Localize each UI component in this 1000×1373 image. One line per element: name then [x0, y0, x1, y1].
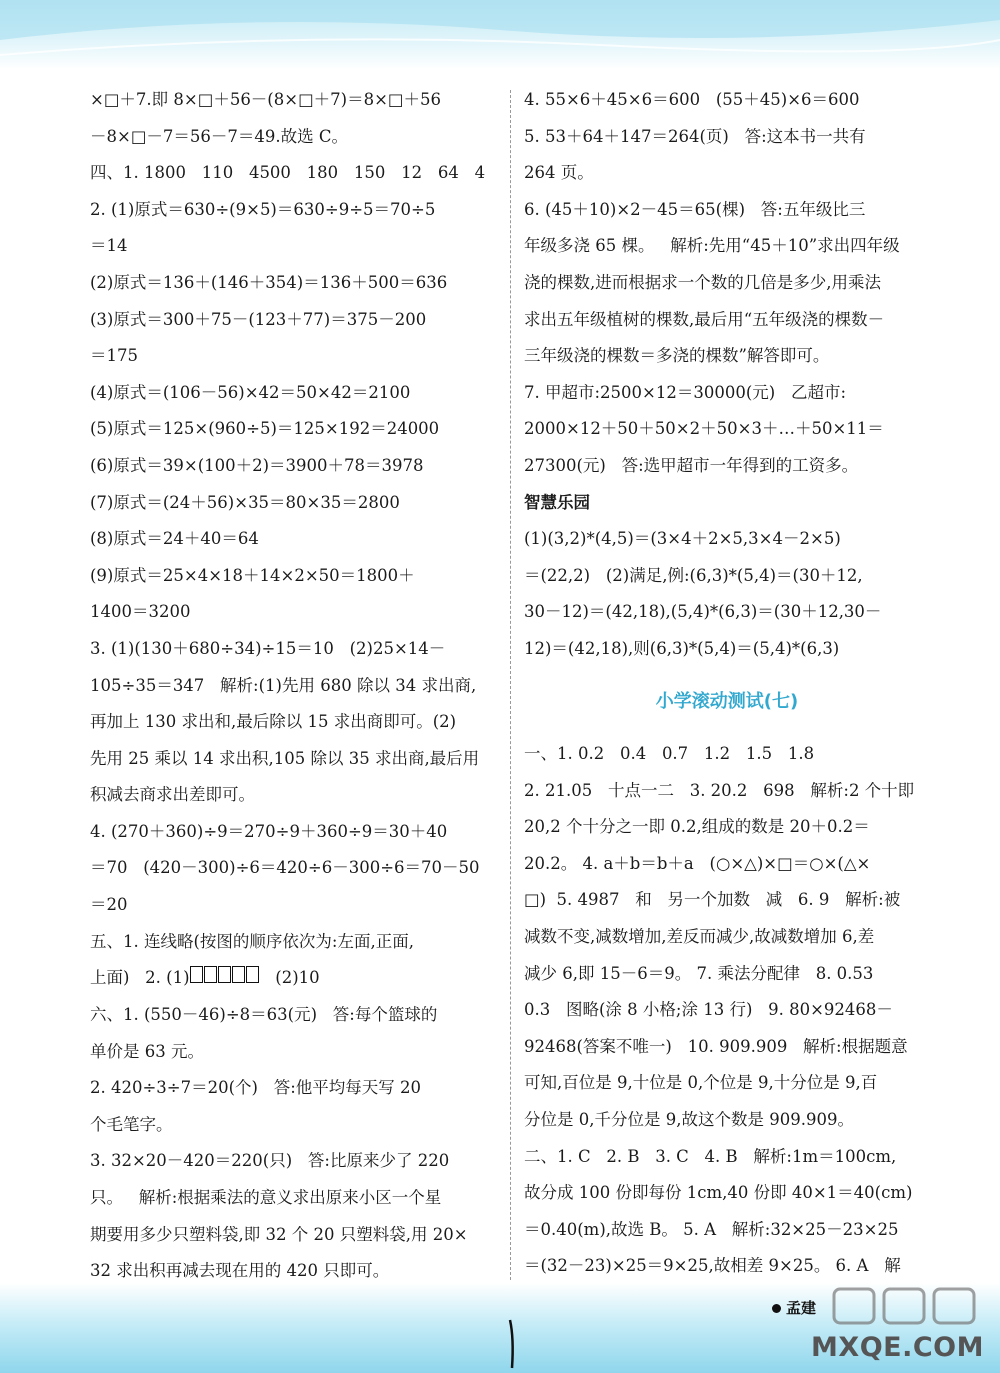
- text-line: 可知,百位是 9,十位是 0,个位是 9,十分位是 9,百: [524, 1073, 878, 1093]
- footer-brand: 孟建: [772, 1297, 816, 1318]
- text-line: (5)原式＝125×(960÷5)＝125×192＝24000: [90, 419, 440, 439]
- text-line: 264 页。: [524, 163, 594, 183]
- text-line: 单价是 63 元。: [90, 1041, 204, 1061]
- column-divider: [510, 90, 511, 1280]
- text-line: 求出五年级植树的棵数,最后用“五年级浇的棵数－: [524, 309, 885, 329]
- text-line: 四、1. 1800 110 4500 180 150 12 64 4: [90, 163, 486, 183]
- top-wave-decoration: [0, 0, 1000, 70]
- text-line: 6. (45＋10)×2－45＝65(棵) 答:五年级比三: [524, 199, 866, 219]
- text-line: 20.2。 4. a＋b＝b＋a (○×△)×□＝○×(△×: [524, 853, 871, 873]
- text-line: 浇的棵数,进而根据求一个数的几倍是多少,用乘法: [524, 272, 881, 292]
- text-line: (8)原式＝24＋40＝64: [90, 529, 259, 549]
- bullet-icon: [772, 1304, 781, 1313]
- text-line: ＝70 (420－300)÷6＝420÷6－300÷6＝70－50: [90, 858, 480, 878]
- text-line: 六、1. (550－46)÷8＝63(元) 答:每个篮球的: [90, 1005, 438, 1025]
- text-line: 减少 6,即 15－6＝9。 7. 乘法分配律 8. 0.53: [524, 963, 874, 983]
- answer-boxes: [190, 960, 260, 997]
- text-line: 20,2 个十分之一即 0.2,组成的数是 20＋0.2＝: [524, 817, 870, 837]
- text-line: ＝(22,2) (2)满足,例:(6,3)*(5,4)＝(30＋12,: [524, 565, 863, 585]
- text-line: 二、1. C 2. B 3. C 4. B 解析:1m＝100cm,: [524, 1146, 897, 1166]
- text-line: ＝(32－23)×25＝9×25,故相差 9×25。 6. A 解: [524, 1256, 901, 1276]
- text-line: －8×□－7＝56－7＝49.故选 C。: [90, 126, 349, 146]
- text-line: 只。 解析:根据乘法的意义求出原来小区一个星: [90, 1188, 442, 1208]
- text-line: 2. 21.05 十点一二 3. 20.2 698 解析:2 个十即: [524, 780, 915, 800]
- text-line: □) 5. 4987 和 另一个加数 减 6. 9 解析:被: [524, 890, 901, 910]
- watermark-emblem-icon: [820, 1283, 992, 1333]
- text-line: 12)＝(42,18),则(6,3)*(5,4)＝(5,4)*(6,3): [524, 638, 840, 658]
- text-line: 3. (1)(130＋680÷34)÷15＝10 (2)25×14－: [90, 638, 446, 658]
- left-answer-column: [90, 82, 494, 1290]
- text-line: 1400＝3200: [90, 602, 191, 622]
- text-line: ×□＋7.即 8×□＋56－(8×□＋7)＝8×□＋56: [90, 90, 442, 109]
- text-line: 个毛笔字。: [90, 1114, 173, 1134]
- test-title: 小学滚动测试(七): [655, 690, 799, 712]
- text-line: 三年级浇的棵数＝多浇的棵数”解答即可。: [524, 346, 830, 366]
- watermark-url: MXQE.COM: [811, 1332, 984, 1363]
- text-line: 故分成 100 份即每份 1cm,40 份即 40×1＝40(cm): [524, 1183, 913, 1203]
- text-line: 27300(元) 答:选甲超市一年得到的工资多。: [524, 455, 859, 475]
- text-line: ＝0.40(m),故选 B。 5. A 解析:32×25－23×25: [524, 1219, 899, 1239]
- text-line: ＝20: [90, 895, 128, 915]
- text-line: 积减去商求出差即可。: [90, 785, 255, 805]
- text-line: 期要用多少只塑料袋,即 32 个 20 只塑料袋,用 20×: [90, 1224, 468, 1244]
- text-line: 先用 25 乘以 14 求出积,105 除以 35 求出商,最后用: [90, 748, 480, 768]
- text-line: (3)原式＝300＋75－(123＋77)＝375－200: [90, 309, 427, 329]
- text-line: 2. 420÷3÷7＝20(个) 答:他平均每天写 20: [90, 1078, 422, 1098]
- text-line: 分位是 0,千分位是 9,故这个数是 909.909。: [524, 1110, 854, 1130]
- text-line: 0.3 图略(涂 8 小格;涂 13 行) 9. 80×92468－: [524, 1000, 893, 1020]
- watermark-logo: [811, 1283, 992, 1367]
- text-line: (1)(3,2)*(4,5)＝(3×4＋2×5,3×4－2×5): [524, 529, 841, 549]
- text-line: (9)原式＝25×4×18＋14×2×50＝1800＋: [90, 565, 415, 585]
- text-line: 3. 32×20－420＝220(只) 答:比原来少了 220: [90, 1151, 450, 1171]
- text-line: 4. 55×6＋45×6＝600 (55＋45)×6＝600: [524, 90, 860, 109]
- text-line: 年级多浇 65 棵。 解析:先用“45＋10”求出四年级: [524, 236, 900, 256]
- text-line: 再加上 130 求出和,最后除以 15 求出商即可。(2): [90, 712, 457, 732]
- text-line: 一、1. 0.2 0.4 0.7 1.2 1.5 1.8: [524, 744, 815, 764]
- text-line: ＝175: [90, 346, 138, 366]
- page-number-stroke: [506, 1318, 518, 1370]
- text-line: 105÷35＝347 解析:(1)先用 680 除以 34 求出商,: [90, 675, 477, 695]
- text-line: (2)原式＝136＋(146＋354)＝136＋500＝636: [90, 272, 448, 292]
- text-line: 32 求出积再减去现在用的 420 只即可。: [90, 1261, 390, 1281]
- text-line: 5. 53＋64＋147＝264(页) 答:这本书一共有: [524, 126, 866, 146]
- text-line: 92468(答案不唯一) 10. 909.909 解析:根据题意: [524, 1036, 908, 1056]
- text-line: 五、1. 连线略(按图的顺序依次为:左面,正面,: [90, 931, 414, 951]
- text-line-with-boxes: 上面) 2. (1) (2)10: [90, 960, 494, 997]
- text-line: (6)原式＝39×(100＋2)＝3900＋78＝3978: [90, 455, 424, 475]
- right-answer-column: [524, 82, 930, 1285]
- text-line: ＝14: [90, 236, 128, 256]
- text-line: (7)原式＝(24＋56)×35＝80×35＝2800: [90, 492, 400, 512]
- text-line: 2000×12＋50＋50×2＋50×3＋…＋50×11＝: [524, 419, 884, 439]
- text-line: 30－12)＝(42,18),(5,4)*(6,3)＝(30＋12,30－: [524, 602, 882, 622]
- text-line: 2. (1)原式＝630÷(9×5)＝630÷9÷5＝70÷5: [90, 199, 436, 219]
- text-line: 减数不变,减数增加,差反而减少,故减数增加 6,差: [524, 927, 875, 947]
- text-line: 4. (270＋360)÷9＝270÷9＋360÷9＝30＋40: [90, 821, 448, 841]
- section-heading: 智慧乐园: [524, 492, 590, 512]
- text-line: 7. 甲超市:2500×12＝30000(元) 乙超市:: [524, 382, 847, 402]
- text-line: (4)原式＝(106－56)×42＝50×42＝2100: [90, 382, 411, 402]
